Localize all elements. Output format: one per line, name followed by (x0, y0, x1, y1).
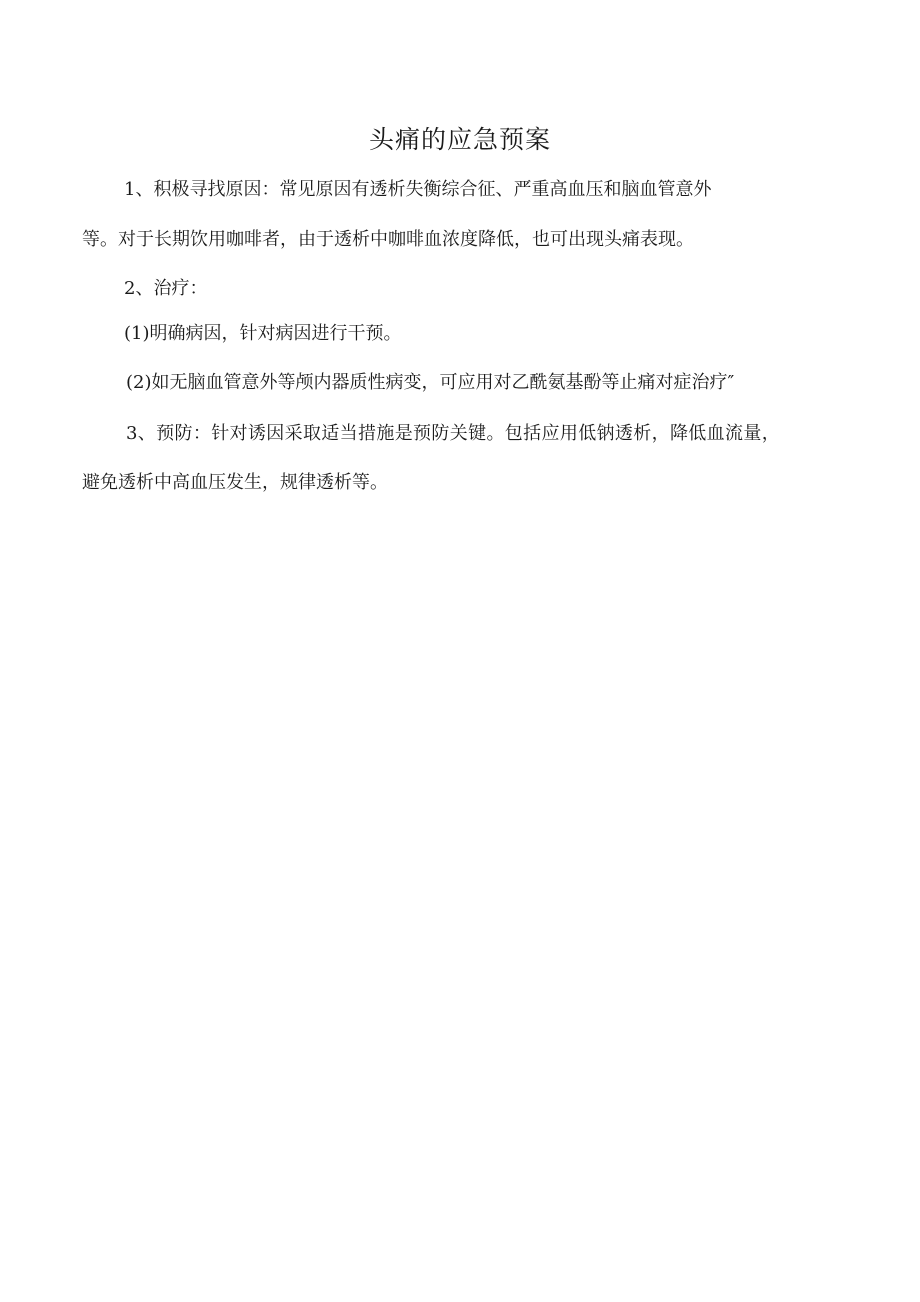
treatment-item-1: (1)明确病因，针对病因进行干预。 (124, 323, 402, 344)
section-1-cause-line-2: 等。对于长期饮用咖啡者，由于透析中咖啡血浓度降低，也可出现头痛表现。 (82, 229, 694, 250)
section-3-prevention-line-2: 避免透析中高血压发生，规律透析等。 (82, 472, 388, 493)
document-title: 头痛的应急预案 (368, 125, 551, 154)
section-2-treatment-heading: 2、治疗： (124, 278, 208, 299)
treatment-item-2: (2)如无脑血管意外等颅内器质性病变，可应用对乙酰氨基酚等止痛对症治疗″ (126, 372, 735, 393)
section-3-prevention-line-1: 3、预防：针对诱因采取适当措施是预防关键。包括应用低钠透析，降低血流量， (126, 423, 781, 444)
section-1-cause-line-1: 1、积极寻找原因：常见原因有透析失衡综合征、严重高血压和脑血管意外 (124, 179, 712, 200)
